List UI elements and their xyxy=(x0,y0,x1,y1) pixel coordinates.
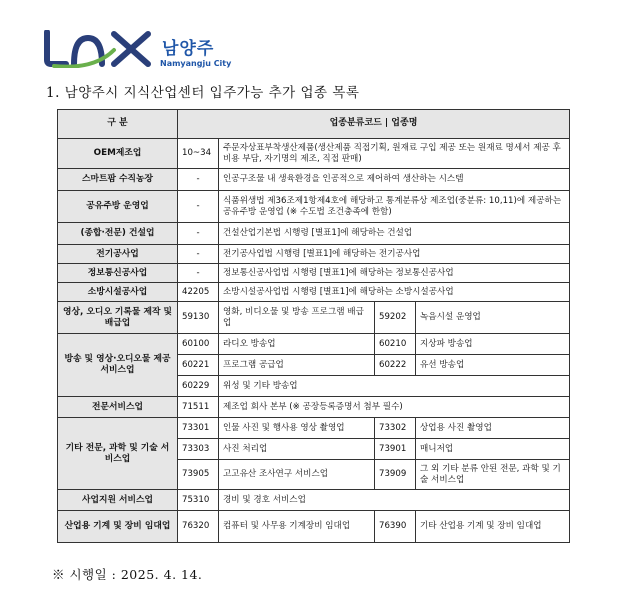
table-row xyxy=(58,169,570,191)
row-code: - xyxy=(178,245,219,264)
row-code: 73909 xyxy=(375,460,416,490)
row-description: 상업용 사진 촬영업 xyxy=(416,418,570,439)
row-code: 73302 xyxy=(375,418,416,439)
table-row xyxy=(58,283,570,302)
namyangju-logo xyxy=(44,26,244,72)
row-description: 건설산업기본법 시행령 [별표1]에 해당하는 건설업 xyxy=(219,223,570,245)
row-category: OEM제조업 xyxy=(58,139,178,169)
row-category: 기타 전문, 과학 및 기술 서비스업 xyxy=(58,418,178,490)
row-code: 60100 xyxy=(178,334,219,355)
row-code: 59202 xyxy=(375,302,416,334)
row-description: 프로그램 공급업 xyxy=(219,355,375,376)
row-code: 71511 xyxy=(178,397,219,418)
table-row xyxy=(58,223,570,245)
row-code: 73905 xyxy=(178,460,219,490)
row-code: 60210 xyxy=(375,334,416,355)
page-title: 1. 남양주시 지식산업센터 입주가능 추가 업종 목록 xyxy=(46,85,360,101)
row-code: 10~34 xyxy=(178,139,219,169)
row-description: 인물 사진 및 행사용 영상 촬영업 xyxy=(219,418,375,439)
effective-date-note: ※ 시행일 : 2025. 4. 14. xyxy=(52,567,203,582)
row-description: 라디오 방송업 xyxy=(219,334,375,355)
industry-table xyxy=(57,109,570,543)
row-category: 방송 및 영상·오디오물 제공 서비스업 xyxy=(58,334,178,397)
row-description: 영화, 비디오물 및 방송 프로그램 배급업 xyxy=(219,302,375,334)
table-row xyxy=(58,397,570,418)
row-code: 75310 xyxy=(178,490,219,511)
row-category: 영상, 오디오 기록물 제작 및 배급업 xyxy=(58,302,178,334)
row-code: - xyxy=(178,169,219,191)
row-category: 소방시설공사업 xyxy=(58,283,178,302)
row-description: 유선 방송업 xyxy=(416,355,570,376)
header-category: 구 분 xyxy=(58,110,178,139)
row-code: 76390 xyxy=(375,511,416,543)
row-description: 지상파 방송업 xyxy=(416,334,570,355)
row-description: 소방시설공사업법 시행령 [별표1]에 해당하는 소방시설공사업 xyxy=(219,283,570,302)
row-category: 사업지원 서비스업 xyxy=(58,490,178,511)
row-description: 사진 처리업 xyxy=(219,439,375,460)
table-header-row xyxy=(58,110,570,139)
row-category: (종합·전문) 건설업 xyxy=(58,223,178,245)
row-code: - xyxy=(178,223,219,245)
row-category: 정보통신공사업 xyxy=(58,264,178,283)
table-row xyxy=(58,511,570,543)
row-description: 전기공사업법 시행령 [별표1]에 해당하는 전기공사업 xyxy=(219,245,570,264)
row-code: 59130 xyxy=(178,302,219,334)
row-code: - xyxy=(178,191,219,223)
row-description: 매니저업 xyxy=(416,439,570,460)
table-row xyxy=(58,191,570,223)
logo-english-name: Namyangju City xyxy=(160,59,232,68)
row-code: 73901 xyxy=(375,439,416,460)
row-category: 전기공사업 xyxy=(58,245,178,264)
row-code: 73301 xyxy=(178,418,219,439)
row-category: 스마트팜 수직농장 xyxy=(58,169,178,191)
row-description: 식품위생법 제36조제1항제4호에 해당하고 통계분류상 제조업(중분류: 10,11)에 제공하는 공유주방 운영업 (※ 수도법 조건충족에 한함) xyxy=(219,191,570,223)
table-row xyxy=(58,418,570,439)
row-category: 공유주방 운영업 xyxy=(58,191,178,223)
namyangju-logo-mark-icon xyxy=(44,30,156,68)
row-description: 고고유산 조사연구 서비스업 xyxy=(219,460,375,490)
row-description: 그 외 기타 분류 안된 전문, 과학 및 기술 서비스업 xyxy=(416,460,570,490)
row-code: 42205 xyxy=(178,283,219,302)
row-description: 정보통신공사업법 시행령 [별표1]에 해당하는 정보통신공사업 xyxy=(219,264,570,283)
table-row xyxy=(58,264,570,283)
row-code: 60222 xyxy=(375,355,416,376)
table-row xyxy=(58,139,570,169)
row-description: 녹음시설 운영업 xyxy=(416,302,570,334)
row-description: 컴퓨터 및 사무용 기계장비 임대업 xyxy=(219,511,375,543)
row-description: 위성 및 기타 방송업 xyxy=(219,376,570,397)
row-description: 주문자상표부착생산제품(생산제품 직접기획, 원재료 구입 제공 또는 원재료 명세서 제공 후 비용 부담, 자기명의 제조, 직접 판매) xyxy=(219,139,570,169)
row-code: 76320 xyxy=(178,511,219,543)
table-row xyxy=(58,334,570,355)
row-description: 경비 및 경호 서비스업 xyxy=(219,490,570,511)
row-description: 제조업 회사 본부 (※ 공장등록증명서 첨부 필수) xyxy=(219,397,570,418)
table-row xyxy=(58,245,570,264)
row-code: - xyxy=(178,264,219,283)
table-row xyxy=(58,302,570,334)
logo-korean-name: 남양주 xyxy=(162,39,215,59)
row-description: 인공구조물 내 생육환경을 인공적으로 제어하여 생산하는 시스템 xyxy=(219,169,570,191)
row-category: 전문서비스업 xyxy=(58,397,178,418)
row-code: 60221 xyxy=(178,355,219,376)
header-codes: 업종분류코드 | 업종명 xyxy=(178,110,570,139)
row-code: 60229 xyxy=(178,376,219,397)
row-description: 기타 산업용 기계 및 장비 임대업 xyxy=(416,511,570,543)
row-category: 산업용 기계 및 장비 임대업 xyxy=(58,511,178,543)
row-code: 73303 xyxy=(178,439,219,460)
table-row xyxy=(58,490,570,511)
